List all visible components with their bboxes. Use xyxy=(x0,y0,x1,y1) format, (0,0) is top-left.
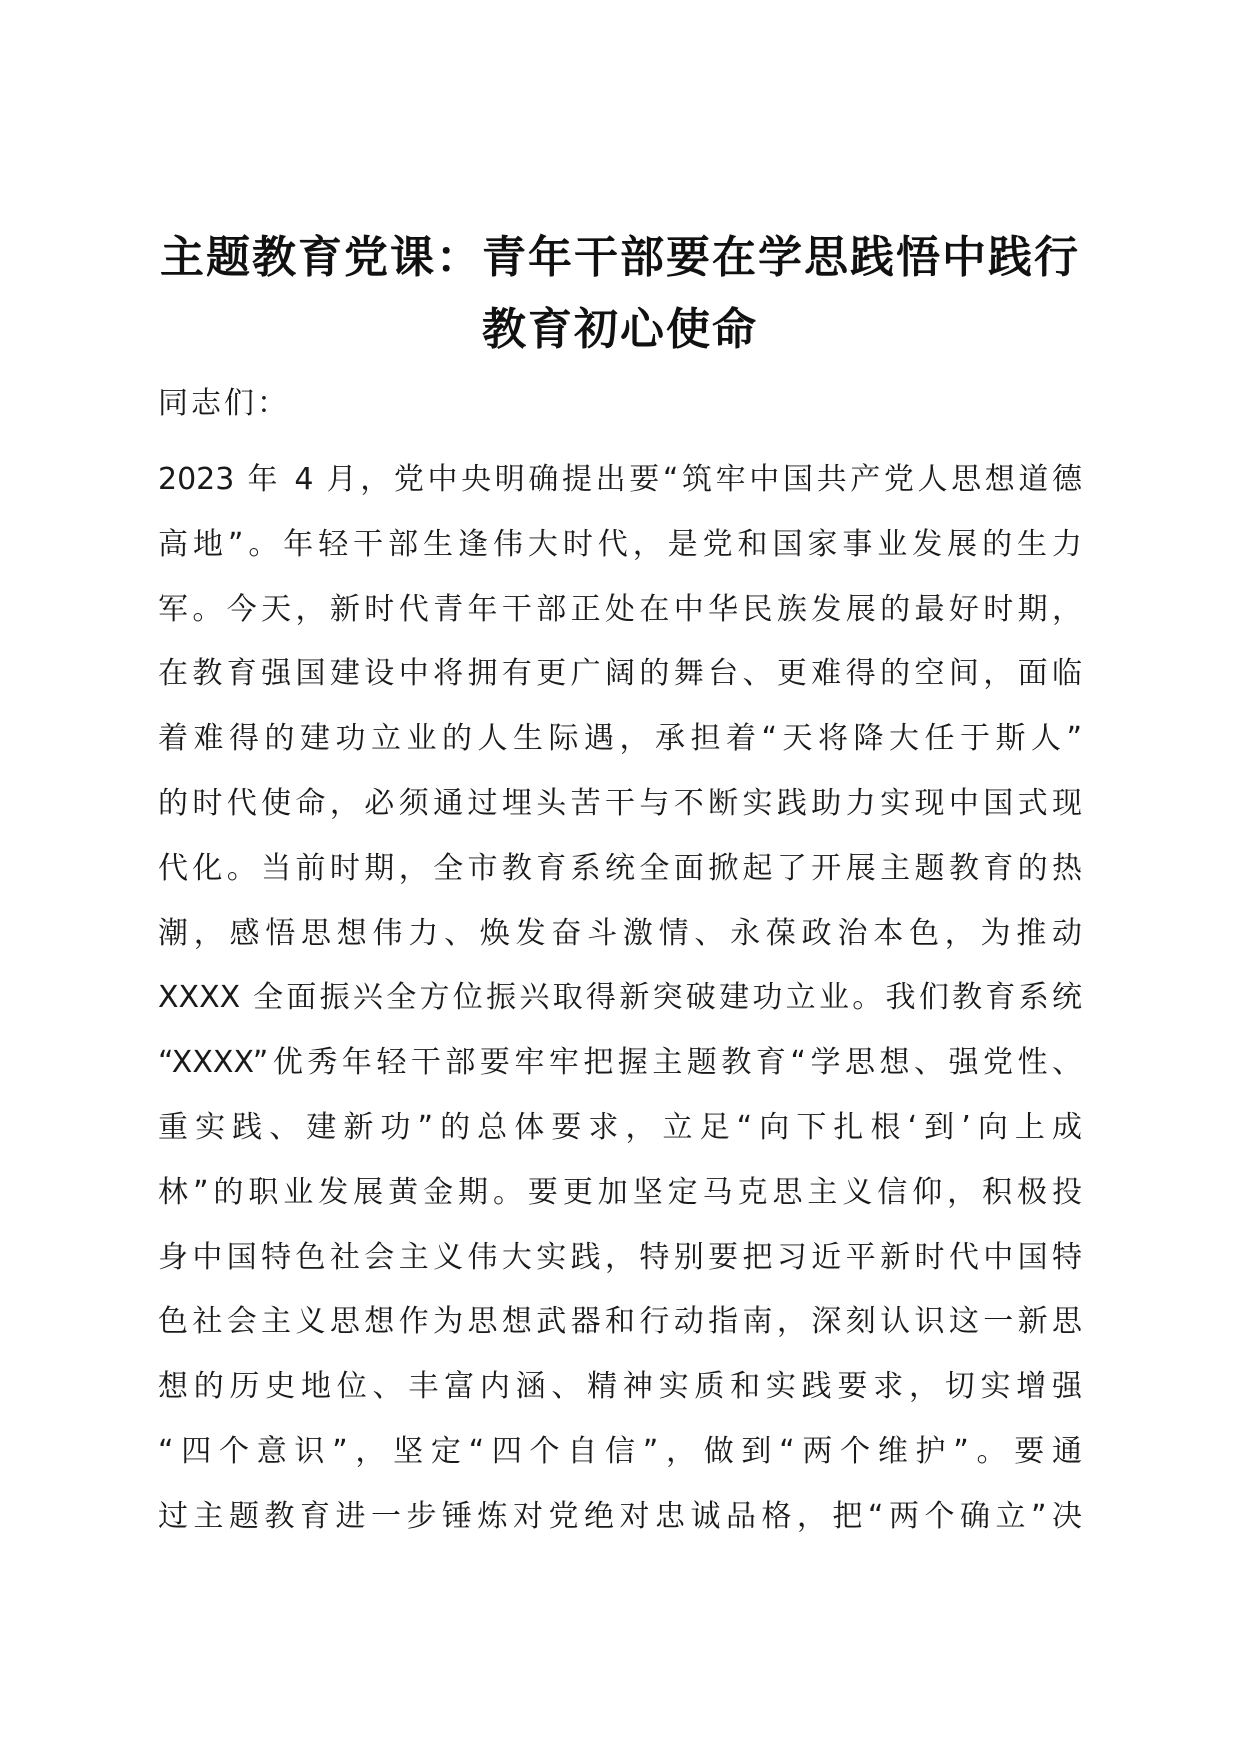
salutation: 同志们： xyxy=(158,386,290,421)
body-line: XXXX 全面振兴全方位振兴取得新突破建功立业。我们教育系统 xyxy=(158,980,1082,1016)
title-line-1: 主题教育党课：青年干部要在学思践悟中践行 xyxy=(160,232,1080,283)
body-line: “XXXX”优秀年轻干部要牢牢把握主题教育“学思想、强党性、 xyxy=(158,1045,1082,1081)
body-line: 军。今天，新时代青年干部正处在中华民族发展的最好时期， xyxy=(158,591,1082,627)
body-line: 身中国特色社会主义伟大实践，特别要把习近平新时代中国特 xyxy=(158,1239,1082,1275)
body-line: 2023 年 4 月，党中央明确提出要“筑牢中国共产党人思想道德 xyxy=(158,462,1082,497)
body-paragraph xyxy=(158,448,1082,1550)
body-line: 的时代使命，必须通过埋头苦干与不断实践助力实现中国式现 xyxy=(158,785,1082,821)
title-line-2: 教育初心使命 xyxy=(482,304,758,355)
body-line: 在教育强国建设中将拥有更广阔的舞台、更难得的空间，面临 xyxy=(158,656,1082,692)
body-line: 色社会主义思想作为思想武器和行动指南，深刻认识这一新思 xyxy=(158,1304,1082,1340)
document-title xyxy=(150,222,1090,366)
body-line: 过主题教育进一步锤炼对党绝对忠诚品格，把“两个确立”决 xyxy=(158,1498,1082,1534)
body-line: 林”的职业发展黄金期。要更加坚定马克思主义信仰，积极投 xyxy=(158,1174,1082,1210)
body-line: 代化。当前时期，全市教育系统全面掀起了开展主题教育的热 xyxy=(158,850,1082,886)
body-line: 高地”。年轻干部生逢伟大时代，是党和国家事业发展的生力 xyxy=(158,526,1082,562)
body-line: “四个意识”，坚定“四个自信”，做到“两个维护”。要通 xyxy=(158,1433,1082,1469)
body-line: 潮，感悟思想伟力、焕发奋斗激情、永葆政治本色，为推动 xyxy=(158,915,1082,951)
body-line: 着难得的建功立业的人生际遇，承担着“天将降大任于斯人” xyxy=(158,721,1082,757)
body-line: 想的历史地位、丰富内涵、精神实质和实践要求，切实增强 xyxy=(158,1369,1082,1405)
body-line: 重实践、建新功”的总体要求，立足“向下扎根‘到’向上成 xyxy=(158,1109,1082,1145)
